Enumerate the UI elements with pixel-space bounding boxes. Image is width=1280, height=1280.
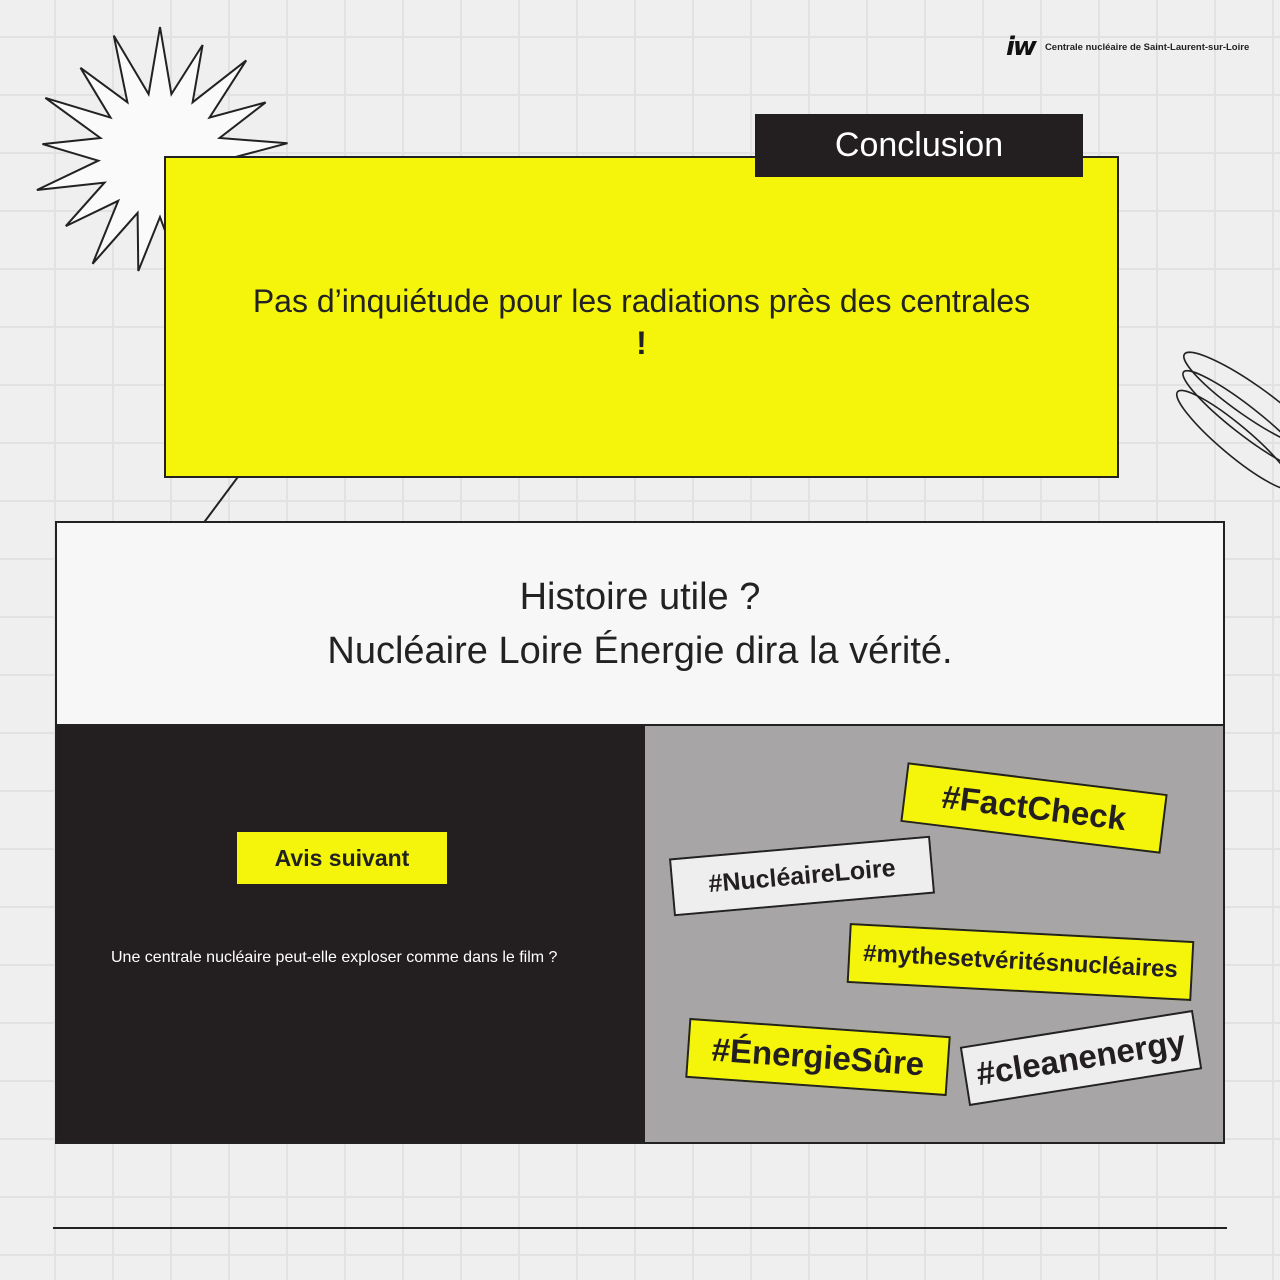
scribble-decoration <box>1168 341 1280 500</box>
headline-line1: Pas d’inquiétude pour les radiations près des centrales <box>252 283 1031 319</box>
brand-logo: iw <box>1006 32 1035 62</box>
question-line1: Histoire utile ? <box>519 575 761 618</box>
headline-line2: ! <box>636 325 647 361</box>
headline-card <box>164 156 1119 478</box>
next-review-section <box>57 726 645 1142</box>
hashtag-mythes: #mythesetvéritésnucléaires <box>847 923 1195 1001</box>
bottom-divider <box>53 1227 1227 1229</box>
hashtag-nucleaireloire: #NucléaireLoire <box>669 836 935 917</box>
next-review-title: Une centrale nucléaire peut-elle exploser comme dans le film ? <box>111 949 558 966</box>
hashtag-factcheck: #FactCheck <box>900 762 1167 853</box>
hashtag-energiesure: #ÉnergieSûre <box>685 1018 951 1096</box>
question-block <box>57 523 1223 726</box>
next-review-button[interactable]: Avis suivant <box>237 832 447 884</box>
section-title: Conclusion <box>755 114 1083 177</box>
hashtag-cleanenergy: #cleanenergy <box>960 1010 1202 1106</box>
brand <box>1006 32 1249 62</box>
question-line2: Nucléaire Loire Énergie dira la vérité. <box>327 629 953 672</box>
brand-name: Centrale nucléaire de Saint-Laurent-sur-Loire <box>1044 41 1250 53</box>
